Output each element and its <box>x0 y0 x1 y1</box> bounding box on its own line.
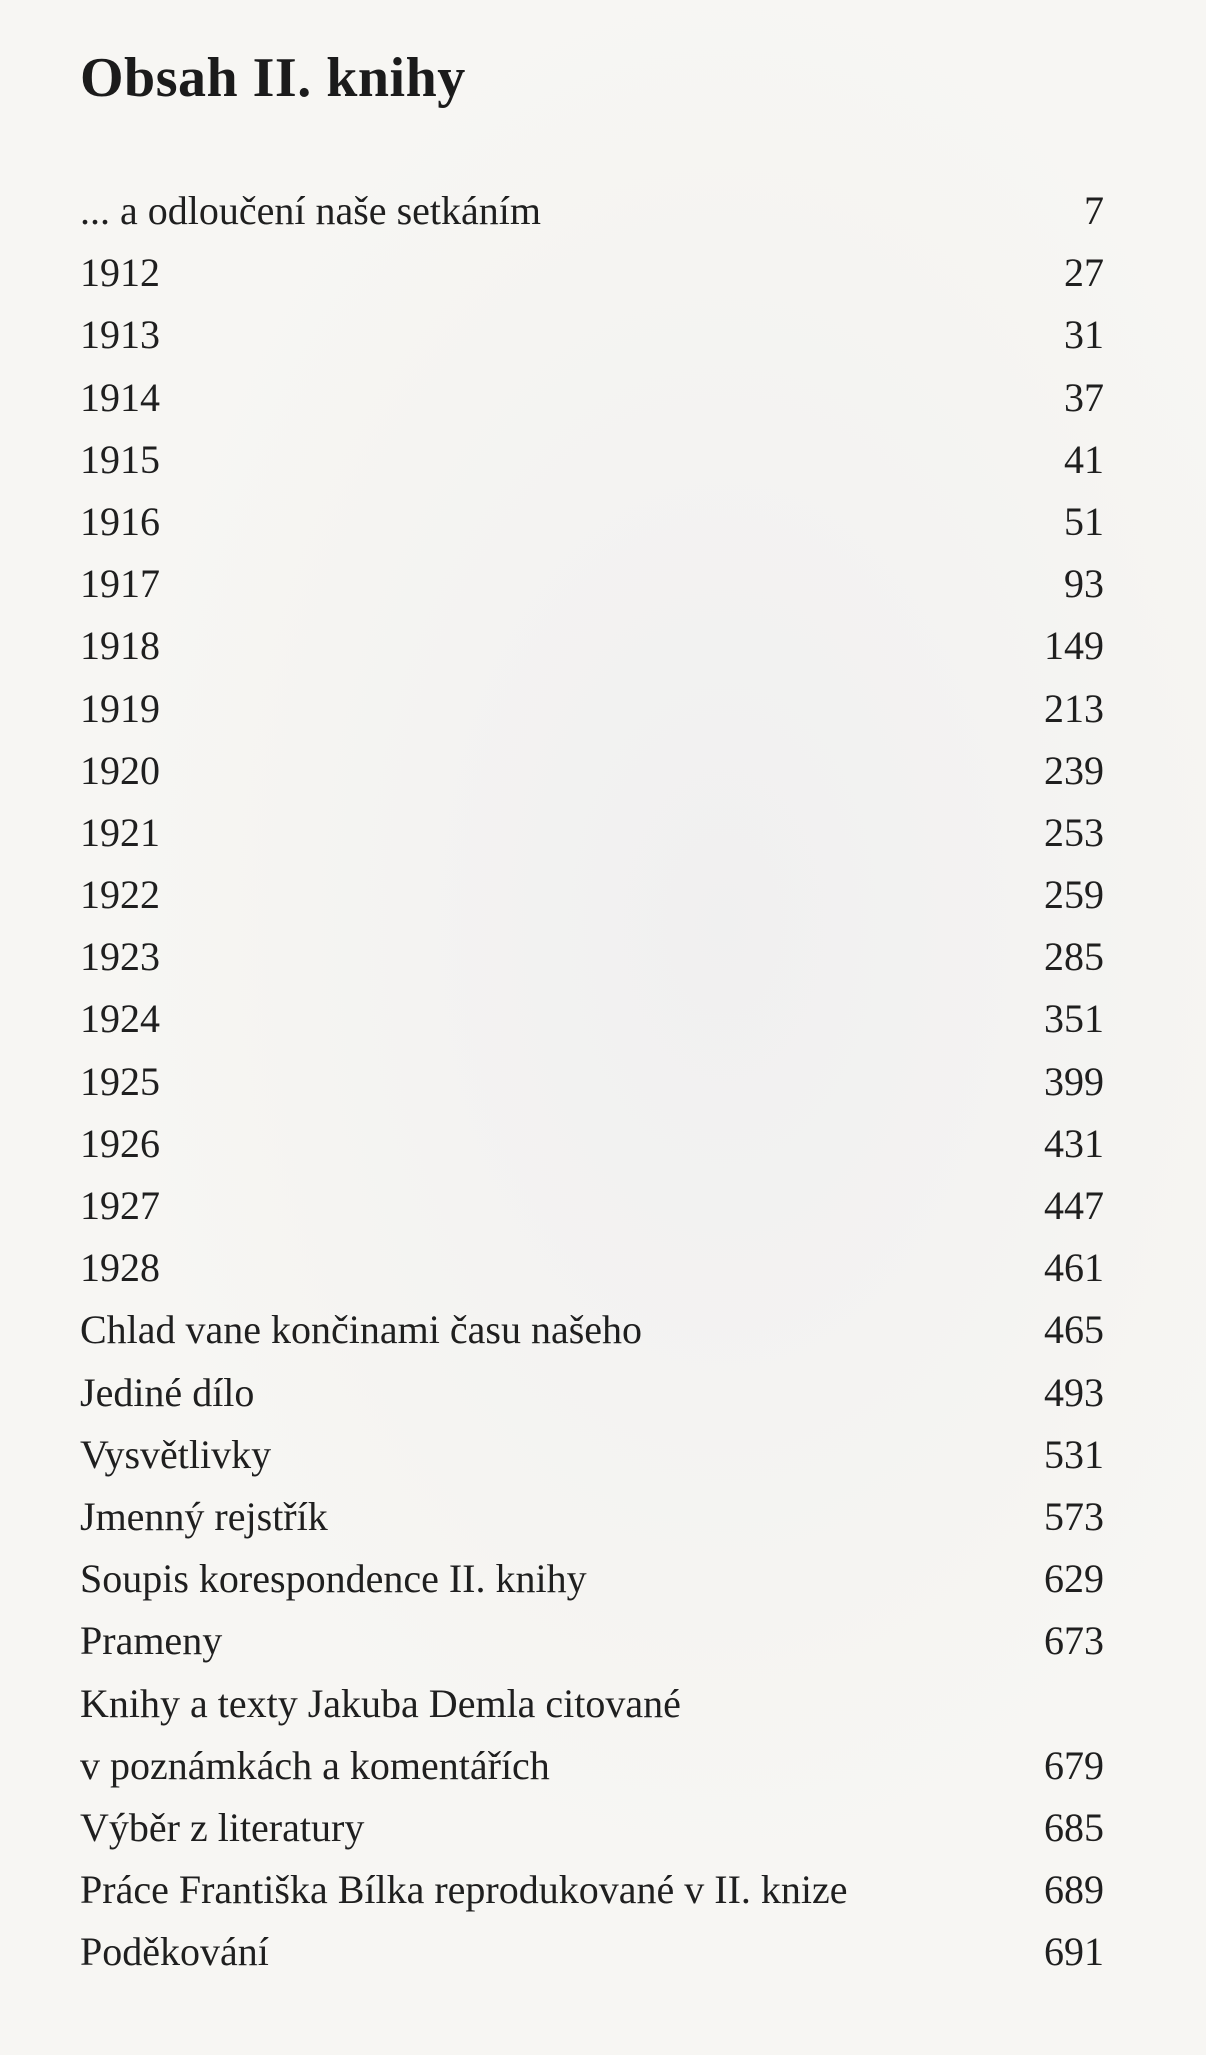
toc-entry <box>80 678 1104 740</box>
toc-page-number: 7 <box>1084 188 1104 233</box>
toc-page-number: 531 <box>1044 1431 1104 1477</box>
toc-page-number: 51 <box>1064 498 1104 544</box>
toc-entry <box>80 615 1104 677</box>
toc-entry-label: Vysvětlivky <box>80 1431 272 1477</box>
toc-page-number: 679 <box>1044 1742 1104 1788</box>
toc-entry-label: Poděkování <box>80 1929 269 1975</box>
toc-entry-label: Knihy a texty Jakuba Demla citované <box>80 1680 681 1726</box>
toc-entry <box>80 1797 1104 1859</box>
toc-entry <box>80 429 1104 491</box>
toc-page-number: 399 <box>1044 1058 1104 1104</box>
toc-entry <box>80 1424 1104 1486</box>
toc-entry-label: 1924 <box>80 996 160 1042</box>
toc-page-number: 691 <box>1044 1929 1104 1975</box>
toc-entry <box>80 304 1104 366</box>
toc-entry <box>80 1486 1104 1548</box>
toc-entry <box>80 1548 1104 1610</box>
toc-entry-label: 1917 <box>80 561 160 607</box>
toc-entry <box>80 180 1104 242</box>
toc-page-number: 213 <box>1044 685 1104 731</box>
toc-entry <box>80 1299 1104 1361</box>
toc-entry-label: 1914 <box>80 374 160 420</box>
toc-page-number: 149 <box>1044 623 1104 669</box>
toc-entry-label: 1919 <box>80 685 160 731</box>
toc-entry-label: 1925 <box>80 1058 160 1104</box>
toc-entry-label: Výběr z literatury <box>80 1804 365 1850</box>
toc-entry <box>80 1859 1104 1921</box>
toc-entry <box>80 802 1104 864</box>
toc-entry-label: 1921 <box>80 809 160 855</box>
toc-entry <box>80 864 1104 926</box>
toc-entry <box>80 1673 1104 1797</box>
toc-entry <box>80 1237 1104 1299</box>
toc-page-number: 461 <box>1044 1245 1104 1291</box>
toc-entry-label: Jediné dílo <box>80 1369 255 1415</box>
toc-entry-label: 1913 <box>80 312 160 358</box>
toc-page-number: 493 <box>1044 1369 1104 1415</box>
toc-entry <box>80 1921 1104 1983</box>
toc-page-number: 27 <box>1064 250 1104 296</box>
toc-page-number: 689 <box>1044 1867 1104 1913</box>
toc-entry-label: 1926 <box>80 1120 160 1166</box>
toc-page-number: 465 <box>1044 1307 1104 1353</box>
toc-entry-label: Prameny <box>80 1618 223 1664</box>
toc-entry-label: 1927 <box>80 1183 160 1228</box>
toc-page-number: 31 <box>1064 312 1104 358</box>
toc-entry <box>80 740 1104 802</box>
toc-page-number: 93 <box>1064 561 1104 607</box>
toc-page-number: 285 <box>1044 934 1104 980</box>
toc-page-number: 629 <box>1044 1556 1104 1602</box>
toc-entry <box>80 1610 1104 1672</box>
toc-entry-label: Jmenný rejstřík <box>80 1493 328 1539</box>
toc-page-number: 253 <box>1044 809 1104 855</box>
toc-entry-label: Chlad vane končinami času našeho <box>80 1307 643 1353</box>
toc-entry-label: 1928 <box>80 1245 160 1291</box>
toc-entry <box>80 242 1104 304</box>
toc-entry-label: Práce Františka Bílka reprodukované v II. knize <box>80 1867 848 1913</box>
table-of-contents <box>80 180 1104 1983</box>
toc-entry-label: 1915 <box>80 436 160 482</box>
toc-entry-label: 1912 <box>80 250 160 296</box>
toc-page-number: 431 <box>1044 1120 1104 1166</box>
toc-entry-label: 1916 <box>80 498 160 544</box>
toc-page-number: 41 <box>1064 436 1104 482</box>
toc-entry <box>80 491 1104 553</box>
toc-entry-label: ... a odloučení naše setkáním <box>80 188 541 233</box>
toc-entry-label: 1923 <box>80 934 160 980</box>
toc-entry-label: 1918 <box>80 623 160 669</box>
toc-entry <box>80 988 1104 1050</box>
toc-page-number: 37 <box>1064 374 1104 420</box>
page-title: Obsah II. knihy <box>80 47 466 109</box>
toc-entry-label: 1922 <box>80 872 160 918</box>
toc-entry-label-continued: v poznámkách a komentářích <box>80 1742 550 1788</box>
toc-page-number: 447 <box>1044 1183 1104 1228</box>
toc-entry <box>80 1175 1104 1237</box>
toc-entry <box>80 1051 1104 1113</box>
toc-entry-label: Soupis korespondence II. knihy <box>80 1556 587 1602</box>
toc-entry <box>80 367 1104 429</box>
toc-entry <box>80 1113 1104 1175</box>
toc-entry <box>80 553 1104 615</box>
toc-page-number: 239 <box>1044 747 1104 793</box>
toc-entry <box>80 1362 1104 1424</box>
toc-page-number: 259 <box>1044 872 1104 918</box>
toc-page-number: 685 <box>1044 1804 1104 1850</box>
toc-entry-label: 1920 <box>80 747 160 793</box>
toc-page-number: 673 <box>1044 1618 1104 1664</box>
toc-page-number: 351 <box>1044 996 1104 1042</box>
toc-page-number: 573 <box>1044 1493 1104 1539</box>
toc-entry <box>80 926 1104 988</box>
